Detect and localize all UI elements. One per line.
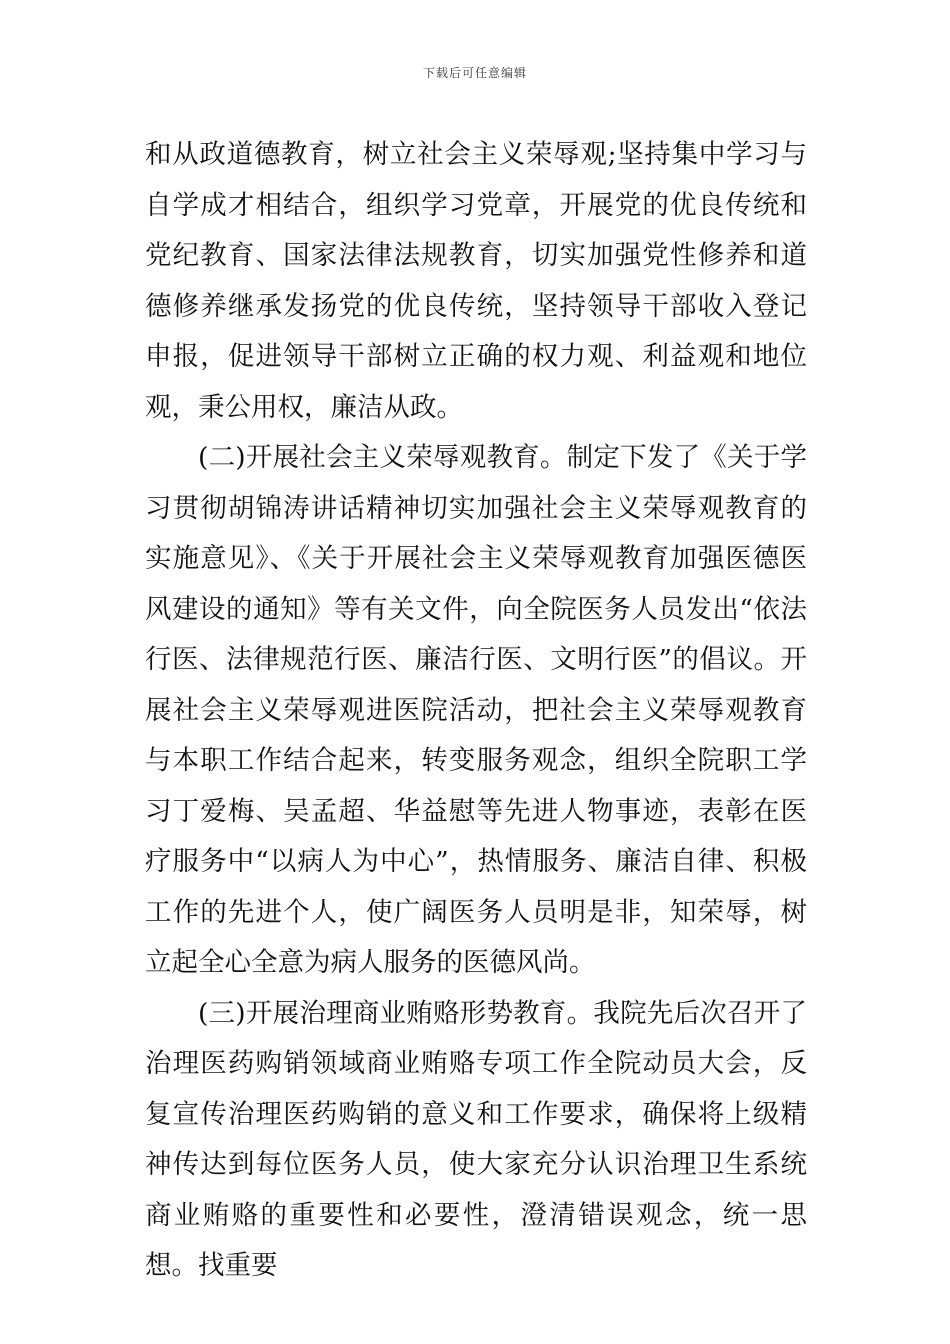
document-body [145, 130, 807, 1292]
paragraph-bribery-education: (三)开展治理商业贿赂形势教育。我院先后次召开了治理医药购销领域商业贿赂专项工作全院动员大会，反复宣传治理医药购销的意义和工作要求，确保将上级精神传达到每位医务人员，使大家充分认识治理卫生系统商业贿赂的重要性和必要性，澄清错误观念，统一思想。找重要 [145, 997, 807, 1281]
paragraph-continuation: 和从政道德教育，树立社会主义荣辱观;坚持集中学习与自学成才相结合，组织学习党章，开展党的优良传统和党纪教育、国家法律法规教育，切实加强党性修养和道德修养继承发扬党的优良传统，坚持领导干部收入登记申报，促进领导干部树立正确的权力观、利益观和地位观，秉公用权，廉洁从政。 [145, 139, 807, 423]
paragraph-honor-education: (二)开展社会主义荣辱观教育。制定下发了《关于学习贯彻胡锦涛讲话精神切实加强社会主义荣辱观教育的实施意见》、《关于开展社会主义荣辱观教育加强医德医风建设的通知》等有关文件，向全院医务人员发出“依法行医、法律规范行医、廉洁行医、文明行医”的倡议。开展社会主义荣辱观进医院活动，把社会主义荣辱观教育与本职工作结合起来，转变服务观念，组织全院职工学习丁爱梅、吴孟超、华益慰等先进人物事迹，表彰在医疗服务中“以病人为中心”，热情服务、廉洁自律、积极工作的先进个人，使广阔医务人员明是非，知荣辱，树立起全心全意为病人服务的医德风尚。 [145, 442, 807, 978]
page-header: 下载后可任意编辑 [422, 66, 527, 80]
